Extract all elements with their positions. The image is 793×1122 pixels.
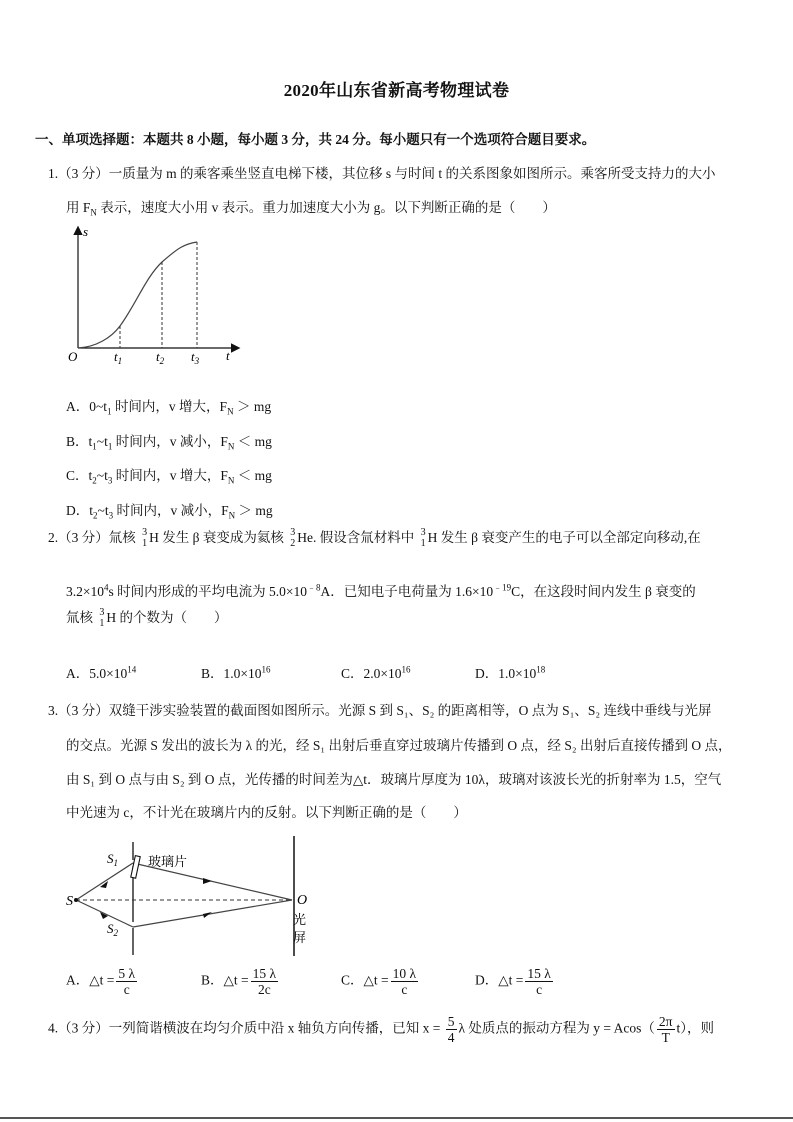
text-span: C． <box>341 666 364 681</box>
text-span: t <box>156 349 160 364</box>
text-span: 2c <box>257 982 271 997</box>
text-span: ﹣8 <box>307 582 321 593</box>
text-span: 双缝干涉实验装置的截面图如图所示。光源 S 到 S₁、S₂ 的距离相等，O 点为 S₁、S₂ 连线中垂线与光屏 <box>108 703 712 718</box>
question-2-line-3 <box>66 606 228 630</box>
text-span: 时间内，v 增大，F <box>112 468 228 483</box>
text-span: t <box>88 434 93 449</box>
text-span: 1.0×10 <box>223 666 262 681</box>
text-span: ＞ mg <box>235 503 273 518</box>
text-span: 中光速为 c，不计光在玻璃片内的反射。以下判断正确的是（ ） <box>66 805 467 820</box>
question-3-line-4 <box>66 801 467 821</box>
double-slit-diagram <box>66 830 316 960</box>
text-span: 2 <box>93 510 98 521</box>
text-span: T <box>661 1030 670 1045</box>
tick-label-t2 <box>156 349 165 366</box>
text-span: ＜ mg <box>234 434 272 449</box>
text-span: 1.0×10 <box>498 666 537 681</box>
text-span: △t = <box>89 972 115 988</box>
text-span: C，在这段时间内发生 β 衰变的 <box>511 584 696 599</box>
text-span: ~t <box>96 468 108 483</box>
text-span: D． <box>475 972 499 988</box>
text-span: C． <box>66 468 89 483</box>
text-span: △t = <box>498 972 524 988</box>
question-4-line-1 <box>48 1014 714 1045</box>
text-span: （3 分） <box>58 530 109 545</box>
question-text: 用 F <box>66 200 91 215</box>
text-span: N <box>227 475 235 486</box>
text-span: H 的个数为（ ） <box>106 610 228 625</box>
text-span: C． <box>341 972 364 988</box>
text-span: 2 <box>92 475 97 486</box>
s-t-curve <box>78 242 197 348</box>
screen-label-2: 屏 <box>293 931 307 946</box>
nuclide-notation <box>99 607 104 629</box>
nuclide-notation <box>290 527 295 549</box>
text-span: N <box>228 510 236 521</box>
option-c <box>341 662 411 682</box>
text-span: c <box>401 982 408 997</box>
text-span: 16 <box>401 664 411 675</box>
text-span: H 发生 β 衰变产生的电子可以全部定向移动,在 <box>427 530 701 545</box>
tick-label-t3 <box>191 349 200 366</box>
option-d <box>475 662 545 682</box>
text-span: 4 <box>447 1030 455 1045</box>
text-span: N <box>227 406 234 417</box>
text-span: t <box>191 349 195 364</box>
section-heading: 一、单项选择题：本题共 8 小题，每小题 3 分，共 24 分。每小题只有一个选项符合题目要求。 <box>35 132 596 147</box>
text-span: 15 λ <box>527 966 551 981</box>
text-span: s 时间内形成的平均电流为 5.0×10 <box>108 584 307 599</box>
text-span: ~t <box>96 434 108 449</box>
text-span: （3 分） <box>58 703 109 718</box>
text-span: 16 <box>261 664 271 675</box>
question-text: 一质量为 m 的乘客乘坐竖直电梯下楼，其位移 s 与时间 t 的关系图象如图所示。乘客所受支持力的大小 <box>108 166 716 181</box>
text-span: （3 分） <box>58 1020 109 1036</box>
nuclide-notation <box>421 527 426 549</box>
text-span: N <box>227 441 235 452</box>
ray-s-to-s1 <box>76 863 133 900</box>
question-3-line-3 <box>66 768 721 788</box>
text-span: ~t <box>97 503 109 518</box>
text-span: B． <box>201 972 224 988</box>
question-score: （3 分） <box>58 166 109 181</box>
slit2-label <box>107 921 119 938</box>
page-title: 2020年山东省新高考物理试卷 <box>283 81 510 100</box>
text-span: t），则 <box>676 1020 715 1036</box>
question-2-line-1 <box>48 526 701 550</box>
option-a <box>66 395 271 415</box>
arrow-icon <box>203 878 212 884</box>
text-span: 一列简谐横波在均匀介质中沿 x 轴负方向传播，已知 x = <box>108 1020 441 1036</box>
text-span: ﹣19 <box>493 582 512 593</box>
glass-plate <box>131 856 140 879</box>
text-span: 3 <box>290 526 296 538</box>
option-b <box>201 966 280 997</box>
text-span: 氚核 <box>108 530 136 545</box>
text-span: λ 处质点的振动方程为 y = Acos（ <box>458 1020 655 1036</box>
tick-label-t1 <box>114 349 122 366</box>
text-span: A．已知电子电荷量为 1.6×10 <box>320 584 494 599</box>
text-span: He. 假设含氚材料中 <box>297 530 415 545</box>
option-d <box>475 966 555 997</box>
ray-s2-to-o <box>133 900 292 927</box>
text-span: 0~t <box>89 399 108 414</box>
text-span: 3. <box>48 703 59 718</box>
option-b <box>66 430 272 450</box>
text-span: 3 <box>107 475 113 486</box>
slit1-label <box>107 851 118 868</box>
text-span: 1 <box>142 537 148 549</box>
text-span: 时间内，v 增大，F <box>111 399 228 414</box>
fraction <box>446 1014 457 1045</box>
option-d <box>66 499 273 519</box>
text-span: 由 S₁ 到 O 点与由 S₂ 到 O 点，光传播的时间差为△t．玻璃片厚度为 10λ，玻璃对该波长光的折射率为 1.5，空气 <box>66 772 722 787</box>
question-3-line-1 <box>48 699 712 719</box>
option-c <box>341 966 420 997</box>
text-span: 2. <box>48 530 59 545</box>
text-span: 1 <box>107 441 113 452</box>
text-span: t <box>88 468 93 483</box>
text-span: D． <box>475 666 499 681</box>
text-span: ＞ mg <box>233 399 272 414</box>
text-span: c <box>123 982 130 997</box>
text-span: 的交点。光源 S 发出的波长为 λ 的光，经 S₁ 出射后垂直穿过玻璃片传播到 O 点，经 S₂ 出射后直接传播到 O 点， <box>66 738 732 753</box>
text-span: 1 <box>117 356 123 366</box>
text-span: A． <box>66 666 90 681</box>
nuclide-notation <box>142 527 147 549</box>
text-span: 2 <box>159 356 165 366</box>
text-span: 时间内，v 减小，F <box>112 434 228 449</box>
text-span: 3.2×10 <box>66 584 104 599</box>
text-span: ＜ mg <box>234 468 272 483</box>
text-span: 1 <box>107 406 112 417</box>
text-span: A． <box>66 972 90 988</box>
text-span: 10 λ <box>392 966 417 981</box>
text-span: H 发生 β 衰变成为氦核 <box>149 530 284 545</box>
text-span: 3 <box>194 356 200 366</box>
text-span: 4 <box>104 582 109 593</box>
question-1-line-1 <box>48 162 716 182</box>
text-span: 5 <box>447 1014 455 1029</box>
text-span: 2π <box>658 1014 673 1029</box>
text-span: 15 λ <box>252 966 277 981</box>
text-span: 5 λ <box>118 966 136 981</box>
text-span: 1 <box>113 858 118 868</box>
arrow-icon <box>203 912 212 918</box>
text-span: 2.0×10 <box>363 666 402 681</box>
text-span: 5.0×10 <box>89 666 128 681</box>
text-span: 2 <box>113 928 118 938</box>
text-span: 1 <box>420 537 426 549</box>
text-span: S <box>107 921 114 936</box>
text-span: 3 <box>108 510 114 521</box>
text-span: 18 <box>536 664 546 675</box>
point-o-label: O <box>297 893 308 908</box>
option-b <box>201 662 271 682</box>
text-span: t <box>114 349 118 364</box>
text-span: △t = <box>363 972 389 988</box>
origin-label: O <box>68 349 78 364</box>
s-t-graph <box>66 222 246 367</box>
y-axis-label: s <box>83 224 89 239</box>
text-span: 时间内，v 减小，F <box>113 503 229 518</box>
question-3-line-2 <box>66 734 731 754</box>
question-text: 表示，速度大小用 v 表示。重力加速度大小为 g。以下判断正确的是（ ） <box>96 200 556 215</box>
question-1-line-2 <box>66 196 556 216</box>
question-number: 1. <box>48 166 59 181</box>
text-span: 3 <box>142 526 148 538</box>
x-axis-label: t <box>226 348 230 363</box>
option-a <box>66 662 136 682</box>
page-bottom-rule <box>0 1117 793 1119</box>
text-span: c <box>536 982 543 997</box>
text-span: S <box>107 851 114 866</box>
subscript: N <box>90 207 97 218</box>
screen-label-1: 光 <box>293 913 307 928</box>
text-span: 1 <box>99 617 105 629</box>
text-span: B． <box>201 666 224 681</box>
text-span: 3 <box>420 526 426 538</box>
glass-label: 玻璃片 <box>148 855 188 870</box>
question-2-line-2 <box>66 580 696 600</box>
ray-s-to-s2 <box>76 900 133 927</box>
source-label: S <box>66 894 73 909</box>
text-span: t <box>89 503 94 518</box>
text-span: 2 <box>290 537 296 549</box>
text-span: A． <box>66 399 90 414</box>
text-span: 3 <box>99 606 105 618</box>
text-span: 1 <box>92 441 97 452</box>
source-point <box>74 898 78 902</box>
text-span: △t = <box>223 972 249 988</box>
text-span: B． <box>66 434 89 449</box>
option-a <box>66 966 139 997</box>
text-span: 14 <box>127 664 137 675</box>
text-span: D． <box>66 503 90 518</box>
fraction <box>657 1014 675 1045</box>
text-span: 4. <box>48 1020 59 1036</box>
option-c <box>66 464 272 484</box>
text-span: 氚核 <box>66 610 93 625</box>
